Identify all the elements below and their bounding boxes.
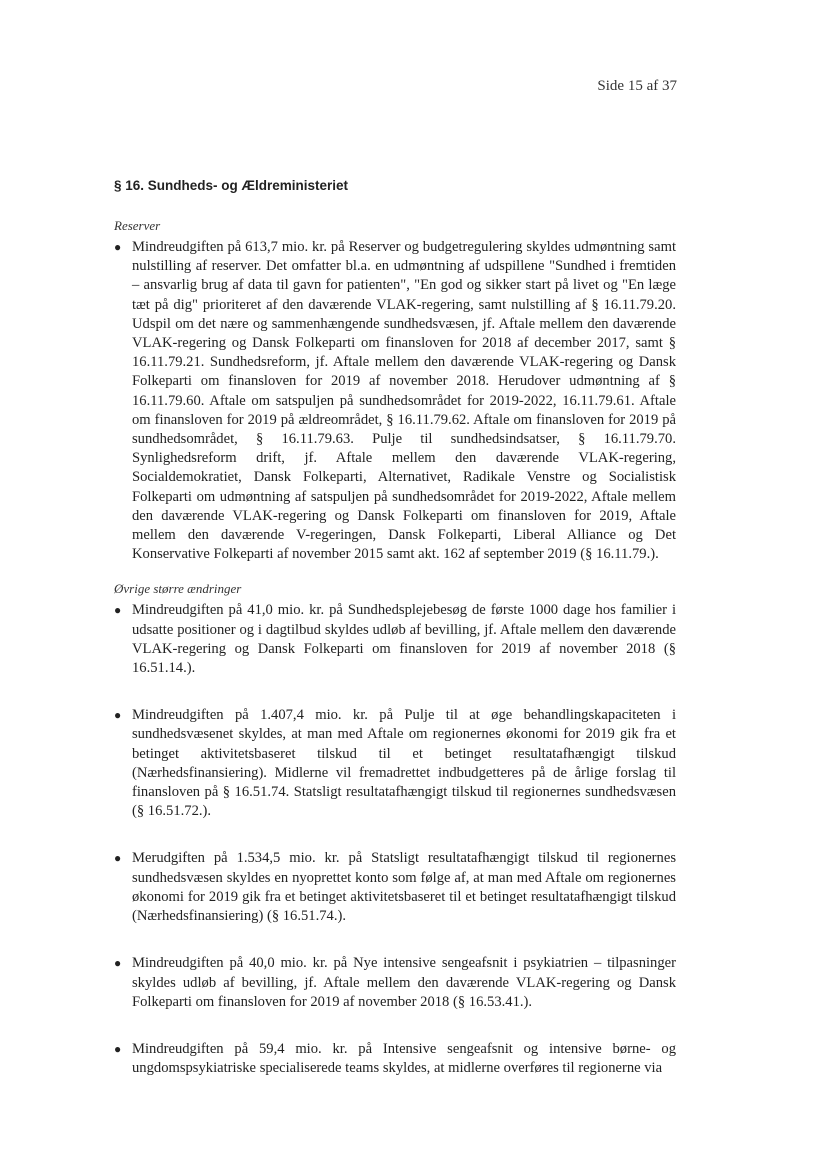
bullet-list-reserver: [114, 238, 676, 564]
list-item-text: Mindreudgiften på 1.407,4 mio. kr. på Pulje til at øge behandlingskapaciteten i sundhedsvæsenet skyldes, at man med Aftale om regionernes økonomi for 2019 gik fra et betinget aktivitetsbaseret tilskud til et betinget resultatafhængigt tilskud (Nærhedsfinansiering). Midlerne vil fremadrettet indbudgetteres på de årlige forslag til finansloven på § 16.51.74. Statsligt resultatafhængigt tilskud til regionernes sundhedsvæsen (§ 16.51.72.).: [132, 707, 676, 820]
bullet-list-oevrige: [114, 601, 676, 1078]
bullet-icon: ●: [114, 1041, 122, 1056]
list-item-text: Merudgiften på 1.534,5 mio. kr. på Statsligt resultatafhængigt tilskud til regionernes sundhedsvæsen skyldes en nyoprettet konto som følge af, at man med Aftale om regionernes økonomi for 2019 gik fra et betinget aktivitetsbaseret til et betinget resultatafhængigt tilskud (Nærhedsfinansiering) (§ 16.51.74.).: [132, 850, 676, 925]
list-item-text: Mindreudgiften på 40,0 mio. kr. på Nye intensive sengeafsnit i psykiatrien – tilpasninger skyldes udløb af bevilling, jf. Aftale mellem den daværende VLAK-regering og Dansk Folkeparti om finansloven for 2019 af november 2018 (§ 16.53.41.).: [132, 955, 676, 1010]
page-number: Side 15 af 37: [597, 78, 677, 94]
section-heading: § 16. Sundheds- og Ældreministeriet: [114, 178, 349, 193]
subheading-reserver: Reserver: [114, 218, 161, 233]
bullet-icon: ●: [114, 603, 122, 618]
list-item: [114, 238, 676, 564]
list-item: [114, 954, 676, 1012]
list-item-text: Mindreudgiften på 41,0 mio. kr. på Sundhedsplejebesøg de første 1000 dage hos familier i udsatte positioner og i dagtilbud skyldes udløb af bevilling, jf. Aftale mellem den daværende VLAK-regering og Dansk Folkeparti om finansloven for 2019 af november 2018 (§ 16.51.14.).: [132, 602, 676, 677]
list-item: [114, 601, 676, 678]
list-item: [114, 849, 676, 926]
list-item-text: Mindreudgiften på 59,4 mio. kr. på Intensive sengeafsnit og intensive børne- og ungdomspsykiatriske specialiserede teams skyldes, at midlerne overføres til regionerne via: [132, 1040, 676, 1077]
subheading-oevrige: Øvrige større ændringer: [114, 581, 242, 597]
bullet-icon: ●: [114, 240, 122, 254]
list-item: [114, 1040, 676, 1078]
bullet-icon: ●: [114, 956, 122, 971]
bullet-icon: ●: [114, 708, 122, 723]
list-item-text: Mindreudgiften på 613,7 mio. kr. på Reserver og budgetregulering skyldes udmøntning samt nulstilling af reserver. Det omfatter bl.a. en udmøntning af udspillene "Sundhed i fremtiden – ansvarlig brug af data til gavn for patienten", "En god og sikker start på livet og "En læge tæt på dig" prioriteret af den daværende VLAK-regering, samt nulstilling af § 16.11.79.20. Udspil om det nære og sammenhængende sundhedsvæsen, jf. Aftale mellem den daværende VLAK-regering og Dansk Folkeparti om finansloven for 2018 af december 2017, samt § 16.11.79.21. Sundhedsreform, jf. Aftale mellem den daværende VLAK-regering og Dansk Folkeparti om finansloven for 2019 af november 2018. Herudover udmøntning af § 16.11.79.60. Aftale om satspuljen på sundhedsområdet for 2019-2022, 16.11.79.61. Aftale om finansloven for 2019 på ældreområdet, § 16.11.79.62. Aftale om finansloven for 2019 på sundhedsområdet, § 16.11.79.63. Pulje til sundhedsindsatser, § 16.11.79.70. Synlighedsreform drift, jf. Aftale mellem den daværende VLAK-regering, Socialdemokratiet, Dansk Folkeparti, Alternativet, Radikale Venstre og Socialistisk Folkeparti om udmøntning af satspuljen på sundhedsområdet for 2019-2022, Aftale mellem den daværende VLAK-regering og Dansk Folkeparti om finansloven for 2019, Aftale mellem den daværende V-regeringen, Dansk Folkeparti, Liberal Alliance og Det Konservative Folkeparti af november 2015 samt akt. 162 af september 2019 (§ 16.11.79.).: [132, 239, 676, 563]
document-body: [114, 178, 676, 1078]
bullet-icon: ●: [114, 851, 122, 866]
list-item: [114, 706, 676, 821]
